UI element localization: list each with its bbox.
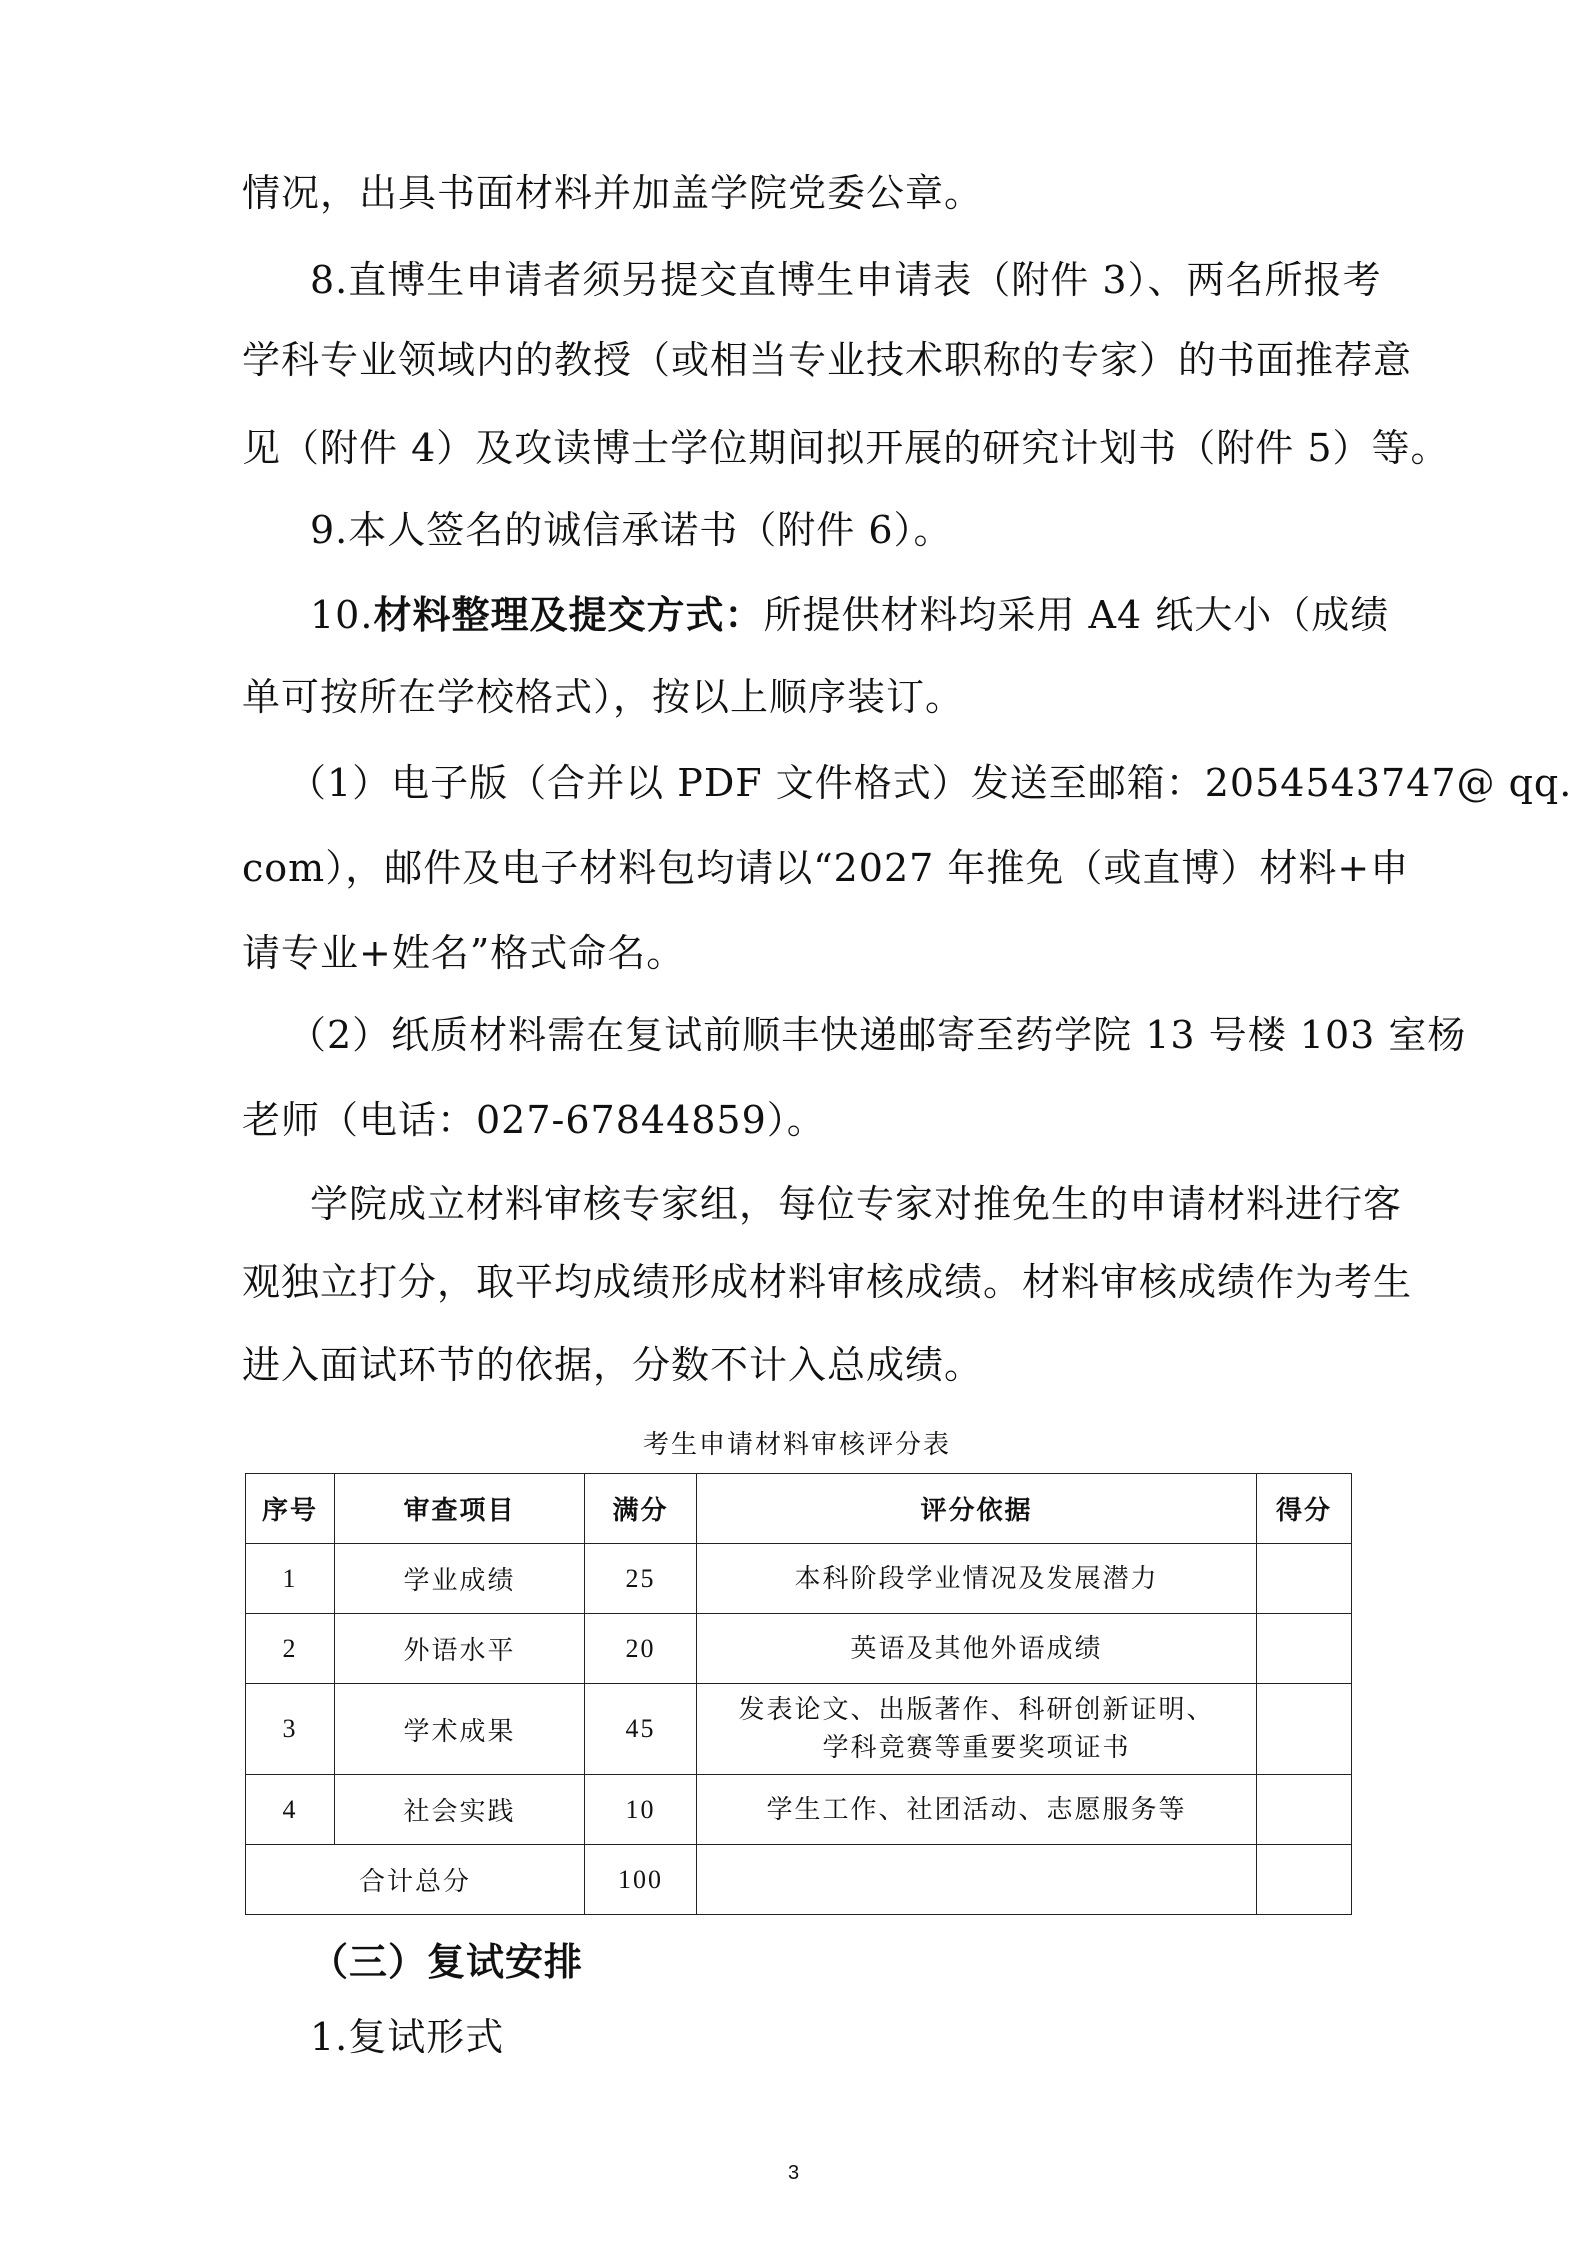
item-number: 10. [310, 593, 374, 637]
paragraph-line: 9.本人签名的诚信承诺书（附件 6）。 [310, 508, 953, 552]
paragraph-line: 见（附件 4）及攻读博士学位期间拟开展的研究计划书（附件 5）等。 [242, 426, 1450, 470]
table-caption: 考生申请材料审核评分表 [642, 1430, 951, 1460]
row-number: 2 [246, 1614, 335, 1684]
bold-label: 材料整理及提交方式： [373, 592, 764, 637]
row-number: 4 [246, 1775, 335, 1845]
criteria-text: 学生工作、社团活动、志愿服务等 [766, 1794, 1187, 1825]
paragraph-line: 单可按所在学校格式），按以上顺序装订。 [242, 675, 965, 719]
review-item: 社会实践 [335, 1775, 585, 1845]
review-item: 学业成绩 [335, 1544, 585, 1614]
paragraph-line: 请专业+姓名”格式命名。 [242, 931, 686, 975]
column-header: 满分 [585, 1474, 697, 1544]
max-score: 45 [585, 1684, 697, 1775]
paragraph-line: （1）电子版（合并以 PDF 文件格式）发送至邮箱：2054543747@ qq. [288, 761, 1573, 805]
total-label: 合计总分 [246, 1845, 585, 1915]
page-number: 3 [787, 2162, 800, 2184]
paragraph-line: （2）纸质材料需在复试前顺丰快递邮寄至药学院 13 号楼 103 室杨 [288, 1013, 1467, 1057]
review-item: 学术成果 [335, 1684, 585, 1775]
total-value: 100 [585, 1845, 697, 1915]
item-text: 所提供材料均采用 A4 纸大小（成绩 [763, 593, 1390, 637]
row-number: 3 [246, 1684, 335, 1775]
criteria-text: 本科阶段学业情况及发展潜力 [794, 1563, 1159, 1594]
paragraph-line: 8.直博生申请者须另提交直博生申请表（附件 3）、两名所报考 [310, 258, 1382, 302]
review-item: 外语水平 [335, 1614, 585, 1684]
max-score: 25 [585, 1544, 697, 1614]
paragraph-line: com），邮件及电子材料包均请以“2027 年推免（或直博）材料+申 [242, 846, 1410, 890]
max-score: 10 [585, 1775, 697, 1845]
score-cell [1257, 1684, 1352, 1775]
total-score-cell [1257, 1845, 1352, 1915]
table-header-row [246, 1474, 1352, 1544]
paragraph-line: 学科专业领域内的教授（或相当专业技术职称的专家）的书面推荐意 [242, 338, 1413, 382]
table-row [246, 1544, 1352, 1614]
subheading: 1.复试形式 [310, 2015, 505, 2059]
table-row [246, 1684, 1352, 1775]
paragraph-line: 情况，出具书面材料并加盖学院党委公章。 [242, 171, 984, 215]
column-header: 审查项目 [335, 1474, 585, 1544]
score-cell [1257, 1614, 1352, 1684]
score-cell [1257, 1544, 1352, 1614]
column-header: 序号 [246, 1474, 335, 1544]
scoring-criteria [697, 1544, 1257, 1614]
total-criteria-cell [697, 1845, 1257, 1915]
score-cell [1257, 1775, 1352, 1845]
submission-line [310, 592, 1420, 637]
paragraph-line: 进入面试环节的依据，分数不计入总成绩。 [242, 1343, 984, 1387]
table-row [246, 1614, 1352, 1684]
table-row [246, 1775, 1352, 1845]
column-header: 评分依据 [697, 1474, 1257, 1544]
scoring-criteria [697, 1614, 1257, 1684]
row-number: 1 [246, 1544, 335, 1614]
column-header: 得分 [1257, 1474, 1352, 1544]
max-score: 20 [585, 1614, 697, 1684]
paragraph-line: 老师（电话：027-67844859）。 [242, 1098, 826, 1142]
paragraph-line: 学院成立材料审核专家组，每位专家对推免生的申请材料进行客 [310, 1182, 1403, 1226]
criteria-text: 发表论文、出版著作、科研创新证明、 [738, 1695, 1215, 1725]
criteria-text: 学科竞赛等重要奖项证书 [822, 1733, 1131, 1763]
criteria-text: 英语及其他外语成绩 [850, 1633, 1103, 1664]
paragraph-line: 观独立打分，取平均成绩形成材料审核成绩。材料审核成绩作为考生 [242, 1260, 1413, 1304]
scoring-criteria [697, 1775, 1257, 1845]
scoring-criteria [697, 1684, 1257, 1775]
section-heading: （三）复试安排 [310, 1939, 584, 1984]
table-total-row [246, 1845, 1352, 1915]
score-table [245, 1473, 1352, 1915]
